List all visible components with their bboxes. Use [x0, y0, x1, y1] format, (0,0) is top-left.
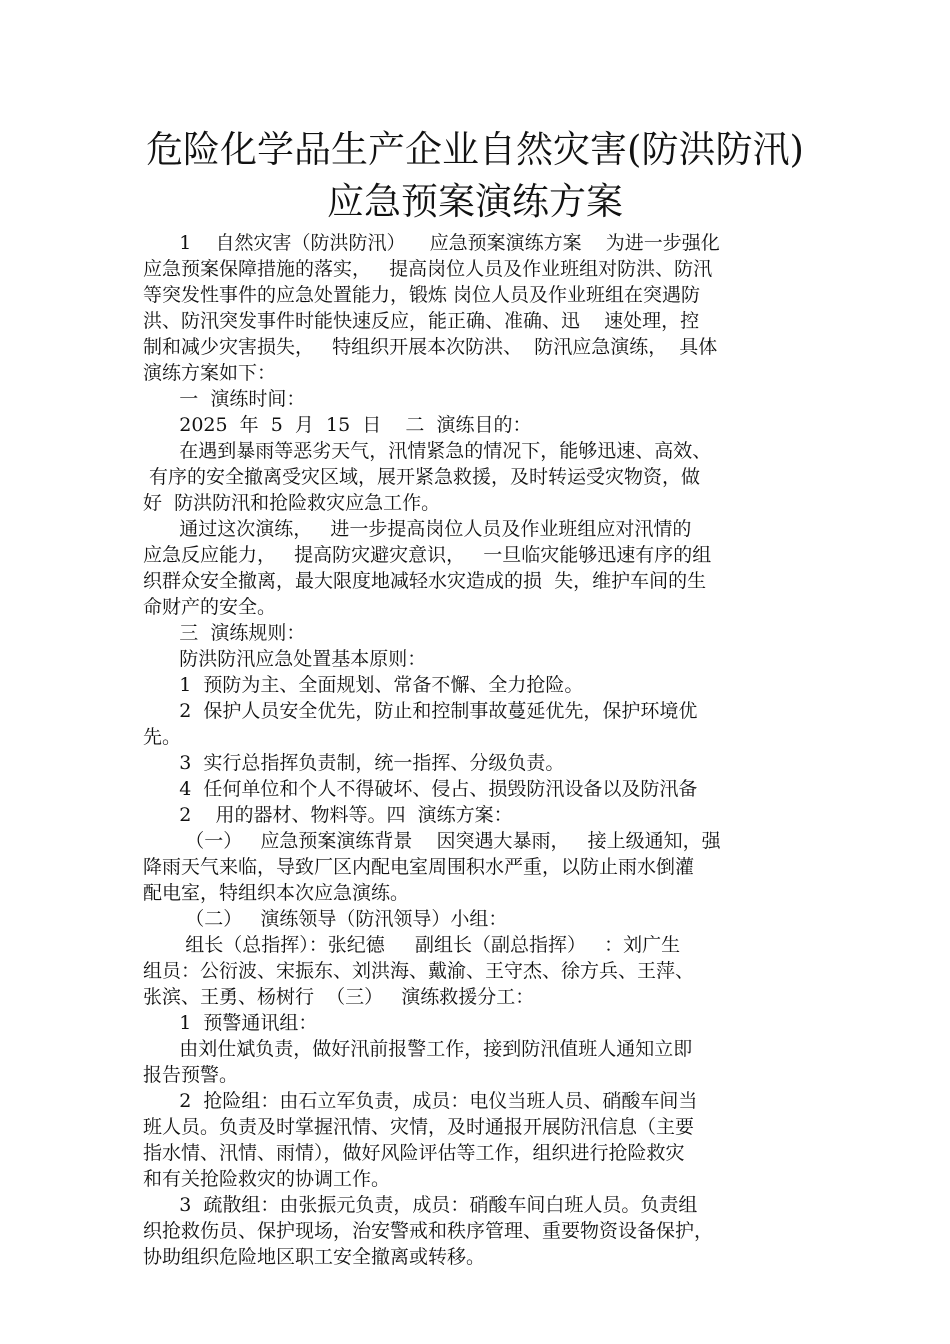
- body-line: 报告预警。: [143, 1064, 239, 1086]
- body-line: 三 演练规则：: [143, 622, 306, 644]
- body-line: 张滨、王勇、杨树行 （三） 演练救援分工：: [143, 986, 535, 1008]
- body-line: 命财产的安全。: [143, 596, 277, 618]
- body-line: 降雨天气来临，导致厂区内配电室周围积水严重，以防止雨水倒灌: [143, 856, 695, 878]
- body-line: 3 实行总指挥负责制，统一指挥、分级负责。: [143, 752, 565, 774]
- body-line: 通过这次演练， 进一步提高岗位人员及作业班组应对汛情的: [143, 518, 692, 540]
- body-line: 洪、防汛突发事件时能快速反应，能正确、准确、迅 速处理，控: [143, 310, 700, 332]
- body-line: 4 任何单位和个人不得破坏、侵占、损毁防汛设备以及防汛备: [143, 778, 698, 800]
- body-line: 等突发性事件的应急处置能力，锻炼 岗位人员及作业班组在突遇防: [143, 284, 701, 306]
- body-line: 组员：公衍波、宋振东、刘洪海、戴渝、王守杰、徐方兵、王萍、: [143, 960, 695, 982]
- body-line: 有序的安全撤离受灾区域，展开紧急救援，及时转运受灾物资，做: [143, 466, 701, 488]
- body-line: 制和减少灾害损失， 特组织开展本次防洪、 防汛应急演练， 具体: [143, 336, 718, 358]
- body-line: 先。: [143, 726, 182, 748]
- body-line: 班人员。负责及时掌握汛情、灾情，及时通报开展防汛信息（主要: [143, 1116, 695, 1138]
- body-line: 防洪防汛应急处置基本原则：: [143, 648, 427, 670]
- body-line: 应急反应能力， 提高防灾避灾意识， 一旦临灾能够迅速有序的组: [143, 544, 712, 566]
- document-body: [143, 230, 823, 1270]
- body-line: 应急预案保障措施的落实， 提高岗位人员及作业班组对防洪、防汛: [143, 258, 713, 280]
- body-line: （二） 演练领导（防汛领导）小组：: [143, 908, 508, 930]
- body-line: 指水情、汛情、雨情），做好风险评估等工作，组织进行抢险救灾: [143, 1142, 685, 1164]
- body-line: 在遇到暴雨等恶劣天气，汛情紧急的情况下，能够迅速、高效、: [143, 440, 712, 462]
- body-line: 1 自然灾害（防洪防汛） 应急预案演练方案 为进一步强化: [143, 232, 720, 254]
- body-line: 织群众安全撤离，最大限度地减轻水灾造成的损 失，维护车间的生: [143, 570, 707, 592]
- body-line: 组长（总指挥）：张纪德 副组长（副总指挥） ：刘广生: [143, 934, 681, 956]
- body-line: 由刘仕斌负责，做好汛前报警工作，接到防汛值班人通知立即: [143, 1038, 693, 1060]
- body-line: 2 用的器材、物料等。四 演练方案：: [143, 804, 513, 826]
- body-line: 1 预警通讯组：: [143, 1012, 318, 1034]
- body-line: 配电室，特组织本次应急演练。: [143, 882, 410, 904]
- body-line: 演练方案如下：: [143, 362, 277, 384]
- body-line: 协助组织危险地区职工安全撤离或转移。: [143, 1246, 486, 1268]
- body-line: 2 抢险组：由石立军负责，成员：电仪当班人员、硝酸车间当: [143, 1090, 698, 1112]
- body-line: 3 疏散组：由张振元负责，成员：硝酸车间白班人员。负责组: [143, 1194, 698, 1216]
- document-title-line-2: 应急预案演练方案: [327, 180, 623, 223]
- body-line: 2 保护人员安全优先，防止和控制事故蔓延优先，保护环境优: [143, 700, 698, 722]
- document-title-line-1: 危险化学品生产企业自然灾害(防洪防汛): [146, 128, 804, 171]
- body-line: 和有关抢险救灾的协调工作。: [143, 1168, 391, 1190]
- body-line: 一 演练时间：: [143, 388, 306, 410]
- body-line: 好 防洪防汛和抢险救灾应急工作。: [143, 492, 441, 514]
- body-line: （一） 应急预案演练背景 因突遇大暴雨， 接上级通知，强: [143, 830, 721, 852]
- body-line: 1 预防为主、全面规划、常备不懈、全力抢险。: [143, 674, 584, 696]
- body-line: 2025 年 5 月 15 日 二 演练目的：: [143, 414, 532, 436]
- body-line: 织抢救伤员、保护现场，治安警戒和秩序管理、重要物资设备保护，: [143, 1220, 714, 1242]
